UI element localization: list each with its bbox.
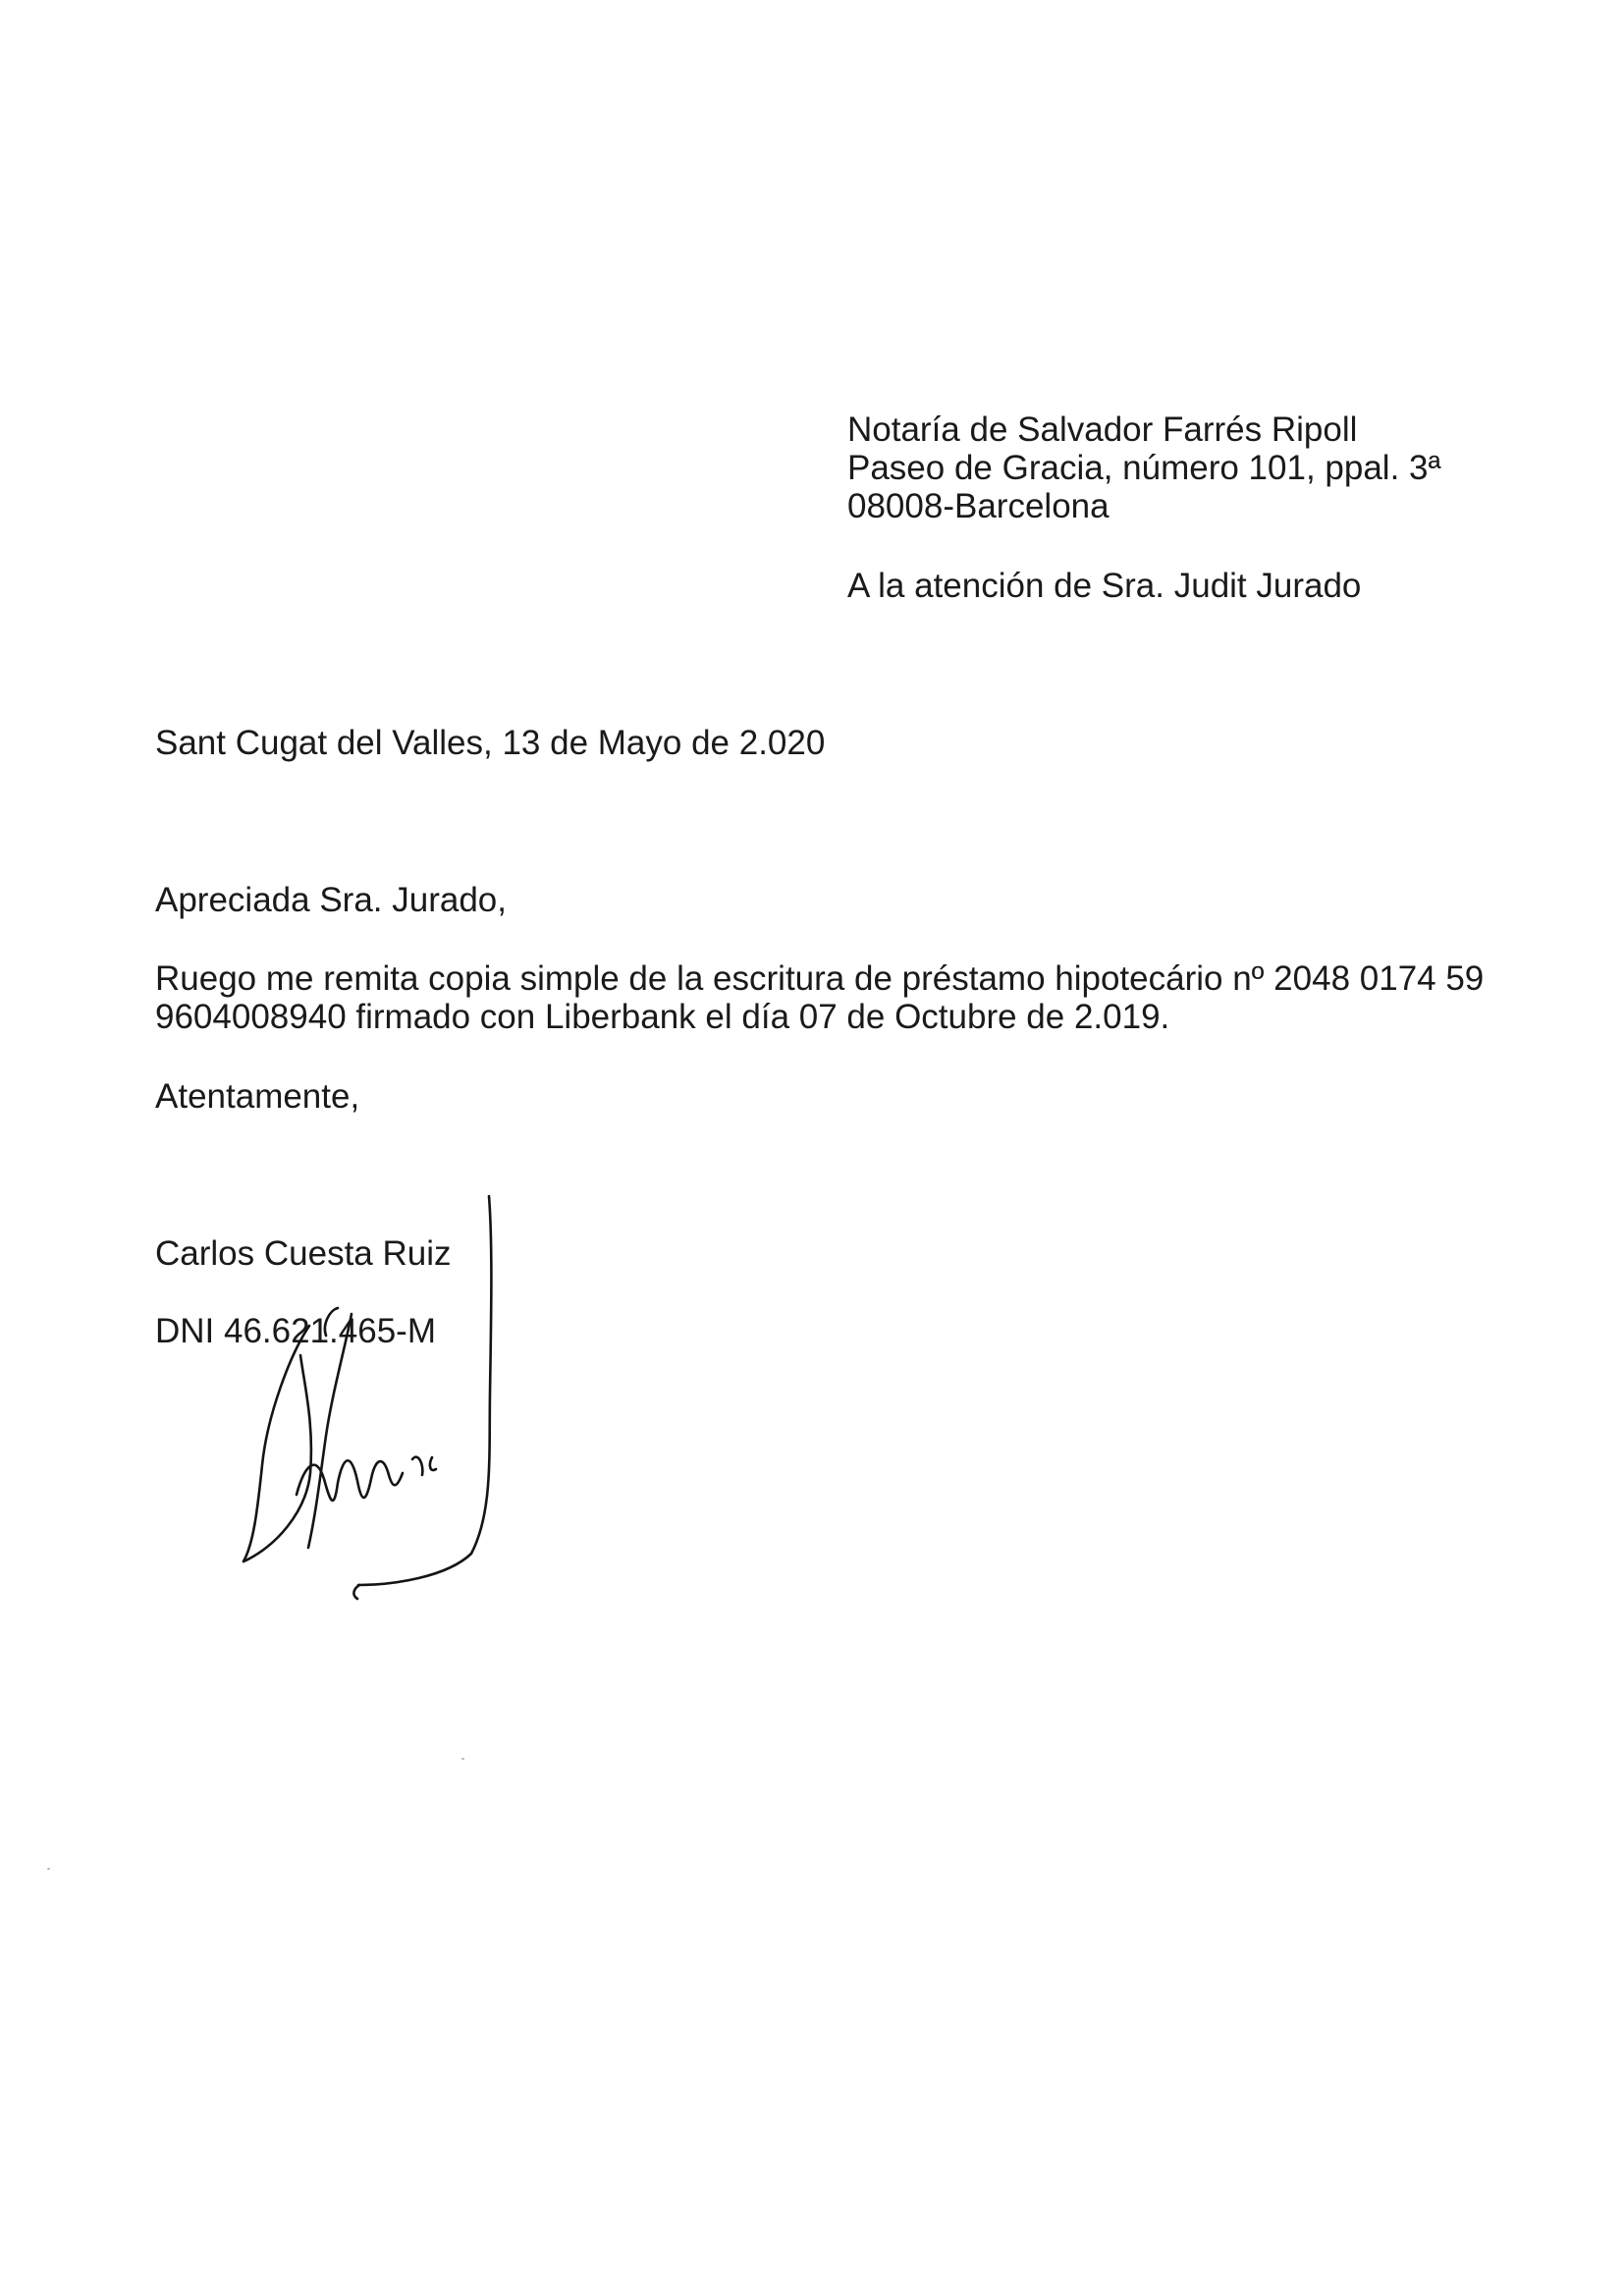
- letter-body: [155, 959, 1530, 1036]
- body-line: 9604008940 firmado con Liberbank el día 07 de Octubre de 2.019.: [155, 998, 1170, 1036]
- recipient-street: Paseo de Gracia, número 101, ppal. 3ª: [847, 449, 1441, 487]
- recipient-address: [847, 410, 1554, 525]
- signer-name: Carlos Cuesta Ruiz: [155, 1234, 452, 1273]
- attention-line: A la atención de Sra. Judit Jurado: [847, 567, 1362, 605]
- recipient-city: 08008-Barcelona: [847, 487, 1110, 525]
- body-line: Ruego me remita copia simple de la escritura de préstamo hipotecário nº 2048 0174 59: [155, 959, 1485, 998]
- closing: Atentamente,: [155, 1077, 360, 1116]
- salutation: Apreciada Sra. Jurado,: [155, 881, 507, 919]
- recipient-name: Notaría de Salvador Farrés Ripoll: [847, 410, 1358, 449]
- handwritten-signature: [236, 1188, 530, 1601]
- signer-id: DNI 46.621.465-M: [155, 1312, 436, 1350]
- scan-speck: [461, 1758, 464, 1760]
- place-and-date: Sant Cugat del Valles, 13 de Mayo de 2.020: [155, 724, 826, 762]
- scan-speck: [47, 1868, 50, 1870]
